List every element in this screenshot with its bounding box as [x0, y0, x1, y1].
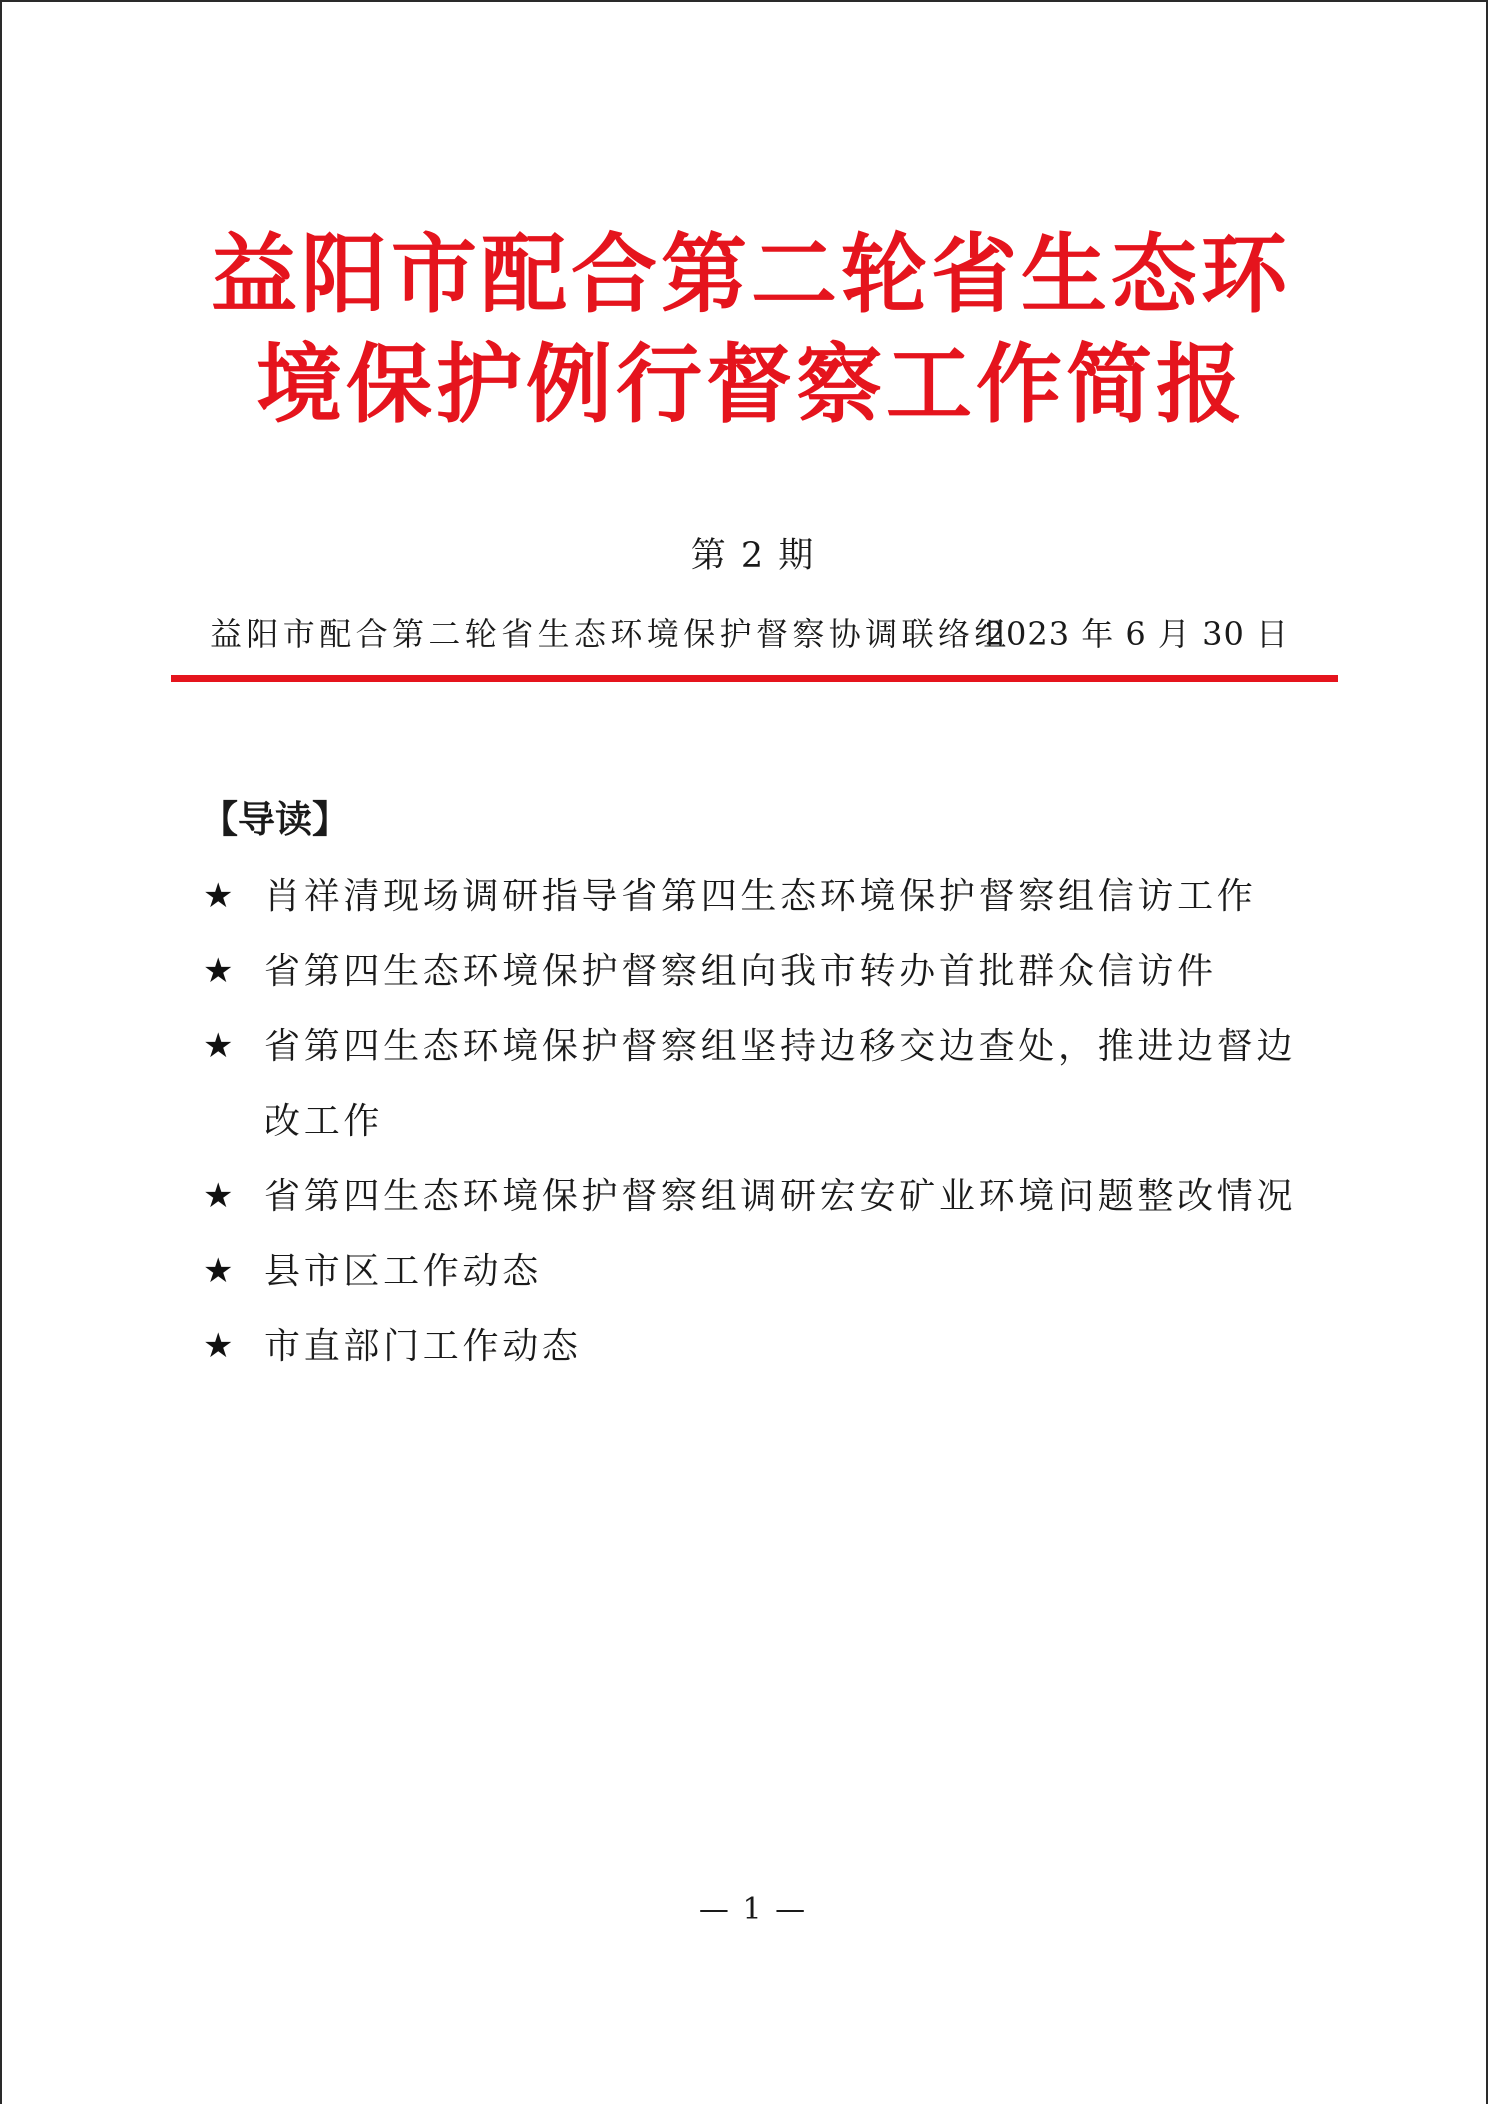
guide-item-text: 县市区工作动态 — [264, 1251, 542, 1292]
issue-number: 第 2 期 — [690, 536, 816, 576]
issuer-name: 益阳市配合第二轮省生态环境保护督察协调联络组 — [210, 615, 1011, 653]
star-icon: ★ — [203, 1251, 234, 1291]
guide-item-text: 省第四生态环境保护督察组坚持边移交边查处，推进边督边改工作 — [264, 1026, 1297, 1142]
guide-item-text: 省第四生态环境保护督察组调研宏安矿业环境问题整改情况 — [264, 1176, 1297, 1217]
red-divider-line — [171, 675, 1338, 682]
guide-item — [203, 1234, 1313, 1309]
guide-item — [203, 859, 1313, 934]
guide-item — [203, 1159, 1313, 1234]
guide-item-text: 肖祥清现场调研指导省第四生态环境保护督察组信访工作 — [264, 876, 1257, 917]
star-icon: ★ — [203, 1176, 234, 1216]
star-icon: ★ — [203, 1026, 234, 1066]
guide-heading: 【导读】 — [201, 798, 349, 841]
guide-item — [203, 1309, 1313, 1384]
star-icon: ★ — [203, 876, 234, 916]
star-icon: ★ — [203, 951, 234, 991]
page-number: — 1 — — [698, 1892, 808, 1927]
issue-date: 2023 年 6 月 30 日 — [984, 615, 1289, 653]
guide-item-text: 省第四生态环境保护督察组向我市转办首批群众信访件 — [264, 951, 1217, 992]
star-icon: ★ — [203, 1326, 234, 1366]
guide-item-text: 市直部门工作动态 — [264, 1326, 582, 1367]
guide-list — [203, 859, 1313, 1384]
bulletin-title: 益阳市配合第二轮省生态环境保护例行督察工作简报 — [211, 224, 1291, 435]
guide-item — [203, 934, 1313, 1009]
guide-item — [203, 1009, 1313, 1159]
